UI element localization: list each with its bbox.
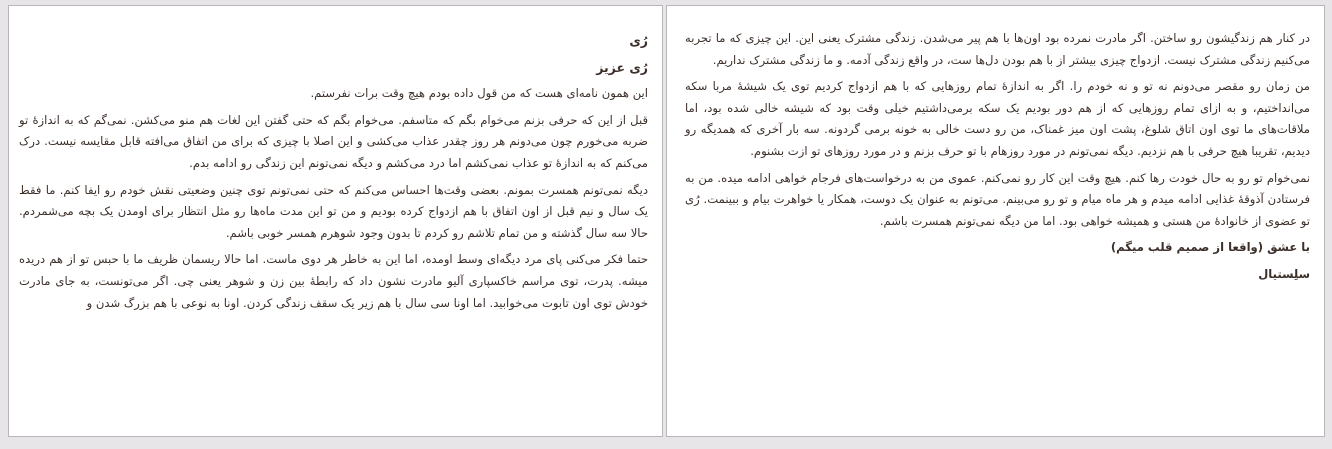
left-page: [8, 5, 663, 437]
left-page-content: [19, 30, 648, 319]
paragraph: این همون نامه‌ای هست که من قول داده بودم هیچ وقت برات نفرستم.: [310, 86, 648, 101]
paragraph: دیگه نمی‌تونم همسرت بمونم. بعضی وقت‌ها احساس می‌کنم که حتی نمی‌تونم توی چنین وضعیتی نقش خودم رو ایفا کنم. ما فقط یک سال و نیم قبل از اون اتفاق با هم ازدواج کرده بودیم و من تو این مدت ماه‌ها رو مثل انتظار برای اومدن یک بچه می‌شمردم. حالا سه سال گذشته و من تمام تلاشم رو کردم تا بدون وجود شوهرم همسر خوبی باشم.: [19, 182, 648, 240]
signature: سلِستیال: [1258, 266, 1310, 281]
closing-line: با عشق (واقعا از صمیم قلب میگم): [1110, 240, 1310, 255]
paragraph: حتما فکر می‌کنی پای مرد دیگه‌ای وسط اومده، اما این به خاطر هر دوی ماست. اما حالا ریسمان ظریف ما با حبس تو از هم دریده میشه. پدرت، توی مراسم خاکسپاری آلیو مادرت نشون داد که رابطهٔ بین زن و شوهر یعنی چی. اگر می‌تونست، به جای مادرت خودش توی اون تابوت می‌خوابید. اما اونا سی سال با هم زیر یک سقف زندگی کردن. اونا به نوعی با هم بزرگ شدن و: [19, 252, 648, 310]
salutation-full: رُی عزیز: [596, 59, 648, 75]
right-page-content: [685, 28, 1310, 291]
salutation-short: رُی: [629, 33, 648, 48]
paragraph: نمی‌خوام تو رو به حال خودت رها کنم. هیچ وقت این کار رو نمی‌کنم. عموی من به درخواست‌های فرجام خواهی ادامه میده. من به فرستادن آذوقهٔ غذایی ادامه میدم و هر ماه میام و تو رو می‌بینم. می‌تونم به عنوان یک دوست، همکار یا خواهرت بیام و ببینمت. رُی تو عضوی از خانوادهٔ من هستی و همیشه خواهی بود. اما من دیگه نمی‌تونم همسرت باشم.: [685, 170, 1310, 228]
paragraph: من زمان رو مقصر می‌دونم نه تو و نه خودم را. اگر به اندازهٔ تمام روزهایی که با هم ازدواج کردیم توی یک شیشهٔ مربا سکه می‌انداختیم، و به ازای تمام روزهایی که از هم دور بودیم یک سکه برمی‌داشتیم خیلی وقت بود که شیشه خالی شده بود، اما ملاقات‌های ما توی اون اتاق شلوغ، پشت اون میز غمناک، من رو دست خالی به خونه برمی گردونه. سه بار آخری که همدیگه رو دیدیم، تقریبا هیچ حرفی با هم نزدیم. دیگه نمی‌تونم در مورد روزهام با تو حرف بزنم و در مورد روزهای تو ازت بشنوم.: [685, 79, 1310, 158]
paragraph: قبل از این که حرفی بزنم می‌خوام بگم که متاسفم. می‌خوام بگم که حتی گفتن این لغات هم منو می‌کشن. نمی‌گم که به اندازهٔ تو ضربه می‌خورم چون می‌دونم هر روز چقدر عذاب می‌کشی و این اصلا با چیزی که برای من اتفاق می‌افته قابل مقایسه نیست. درک می‌کنم که به اندازهٔ تو عذاب نمی‌کشم اما درد می‌کشم و دیگه نمی‌تونم این زندگی رو ادامه بدم.: [19, 112, 648, 170]
paragraph: در کنار هم زندگیشون رو ساختن. اگر مادرت نمرده بود اون‌ها با هم پیر می‌شدن. زندگی مشترک یعنی این. این چیزی که ما تجربه می‌کنیم زندگی مشترک نیست. ازدواج چیزی بیشتر از با هم بودن دل‌ها ست، در واقع زندگی آدمه. و ما زندگی مشترک نداریم.: [685, 31, 1310, 67]
right-page: [666, 5, 1325, 437]
